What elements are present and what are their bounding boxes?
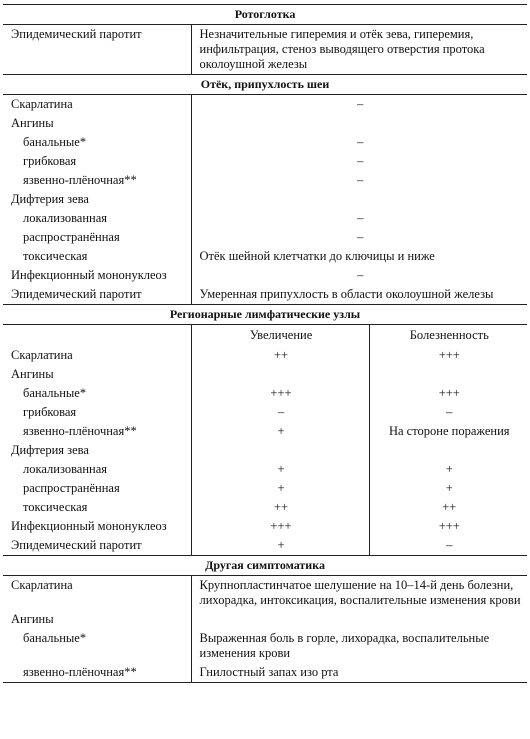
- enlargement-cell: +: [191, 479, 369, 498]
- column-header-row: [3, 325, 527, 347]
- row-value: –: [357, 97, 364, 111]
- table-row: [3, 498, 527, 517]
- enlargement-cell: +: [191, 422, 369, 441]
- table-row: [3, 152, 527, 171]
- row-label: грибковая: [3, 403, 191, 422]
- column-header: Болезненность: [409, 328, 489, 342]
- row-value: Гнилостный запах изо рта: [191, 663, 527, 683]
- table-row: [3, 517, 527, 536]
- section-title: Отёк, припухлость шеи: [3, 75, 527, 95]
- row-label: токсическая: [3, 247, 191, 266]
- row-label: язвенно-плёночная**: [3, 422, 191, 441]
- enlargement-cell: –: [191, 403, 369, 422]
- row-label: распространённая: [3, 479, 191, 498]
- table-row: [3, 536, 527, 556]
- row-value: Крупнопластинчатое шелушение на 10–14-й день болезни, лихорадка, интоксикация, воспалительные изменения крови: [199, 578, 521, 607]
- section-title: Ротоглотка: [3, 5, 527, 25]
- row-label: Ангины: [3, 610, 191, 629]
- row-value: Незначительные гиперемия и отёк зева, гиперемия, инфильтрация, стеноз выводящего отверстия протока околоушной железы: [199, 27, 485, 71]
- section-title: Регионарные лимфатические узлы: [3, 305, 527, 325]
- enlargement-cell: ++: [191, 498, 369, 517]
- table-row: [3, 171, 527, 190]
- row-label: Инфекционный мононуклеоз: [3, 517, 191, 536]
- section-header-row: [3, 556, 527, 576]
- table-row: [3, 190, 527, 209]
- empty-header-cell: [3, 325, 191, 347]
- row-label: Скарлатина: [3, 95, 191, 115]
- row-label: Ангины: [3, 114, 191, 133]
- table-row: [3, 629, 527, 663]
- enlargement-cell: +++: [191, 517, 369, 536]
- pain-cell: ++: [442, 500, 457, 514]
- table-row: [3, 133, 527, 152]
- row-value: –: [357, 173, 364, 187]
- table-row: [3, 460, 527, 479]
- table-row: [3, 209, 527, 228]
- section-header-row: [3, 75, 527, 95]
- row-label: Дифтерия зева: [3, 441, 191, 460]
- row-label: банальные*: [3, 629, 191, 663]
- row-label: Эпидемический паротит: [3, 285, 191, 305]
- pain-cell: [369, 365, 527, 384]
- row-label: локализованная: [3, 460, 191, 479]
- row-label: Ангины: [3, 365, 191, 384]
- enlargement-cell: ++: [191, 346, 369, 365]
- row-label: токсическая: [3, 498, 191, 517]
- enlargement-cell: +: [191, 460, 369, 479]
- table-row: [3, 346, 527, 365]
- row-label: распространённая: [3, 228, 191, 247]
- section-title: Другая симптоматика: [3, 556, 527, 576]
- table-row: [3, 228, 527, 247]
- section-header-row: [3, 305, 527, 325]
- table-row: [3, 95, 527, 115]
- section-header-row: [3, 5, 527, 25]
- pain-cell: –: [446, 405, 453, 419]
- row-value: –: [357, 154, 364, 168]
- row-value: Выраженная боль в горле, лихорадка, воспалительные изменения крови: [199, 631, 490, 660]
- table-row: [3, 25, 527, 75]
- pain-cell: +: [445, 481, 453, 495]
- row-label: Эпидемический паротит: [3, 25, 191, 75]
- column-header: Увеличение: [191, 325, 369, 347]
- pain-cell: –: [446, 538, 453, 552]
- table-row: [3, 266, 527, 285]
- row-value: [191, 610, 527, 629]
- row-value: Умеренная припухлость в области околоушной железы: [199, 287, 494, 301]
- row-value: –: [357, 230, 364, 244]
- row-label: банальные*: [3, 133, 191, 152]
- pain-cell: +++: [438, 386, 460, 400]
- table-row: [3, 403, 527, 422]
- diagnosis-table: [3, 4, 527, 683]
- table-row: [3, 247, 527, 266]
- table-row: [3, 285, 527, 305]
- pain-cell: +++: [438, 519, 460, 533]
- table-row: [3, 663, 527, 683]
- pain-cell: На стороне поражения: [388, 424, 510, 438]
- pain-cell: +: [445, 462, 453, 476]
- row-label: Скарлатина: [3, 576, 191, 611]
- row-value: [191, 190, 527, 209]
- table-row: [3, 384, 527, 403]
- pain-cell: +++: [438, 348, 460, 362]
- table-row: [3, 422, 527, 441]
- table-row: [3, 479, 527, 498]
- row-label: Инфекционный мононуклеоз: [3, 266, 191, 285]
- enlargement-cell: +: [191, 536, 369, 556]
- table-row: [3, 441, 527, 460]
- row-value: –: [357, 211, 364, 225]
- table-row: [3, 365, 527, 384]
- row-label: банальные*: [3, 384, 191, 403]
- row-value: –: [357, 268, 364, 282]
- row-label: Скарлатина: [3, 346, 191, 365]
- row-label: Эпидемический паротит: [3, 536, 191, 556]
- row-label: язвенно-плёночная**: [3, 663, 191, 683]
- row-label: язвенно-плёночная**: [3, 171, 191, 190]
- enlargement-cell: +++: [191, 384, 369, 403]
- enlargement-cell: [191, 365, 369, 384]
- pain-cell: [369, 441, 527, 460]
- table-row: [3, 576, 527, 611]
- table-row: [3, 114, 527, 133]
- row-value: [191, 114, 527, 133]
- row-label: локализованная: [3, 209, 191, 228]
- row-label: грибковая: [3, 152, 191, 171]
- row-value: Отёк шейной клетчатки до ключицы и ниже: [199, 249, 435, 263]
- enlargement-cell: [191, 441, 369, 460]
- row-label: Дифтерия зева: [3, 190, 191, 209]
- table-row: [3, 610, 527, 629]
- row-value: –: [357, 135, 364, 149]
